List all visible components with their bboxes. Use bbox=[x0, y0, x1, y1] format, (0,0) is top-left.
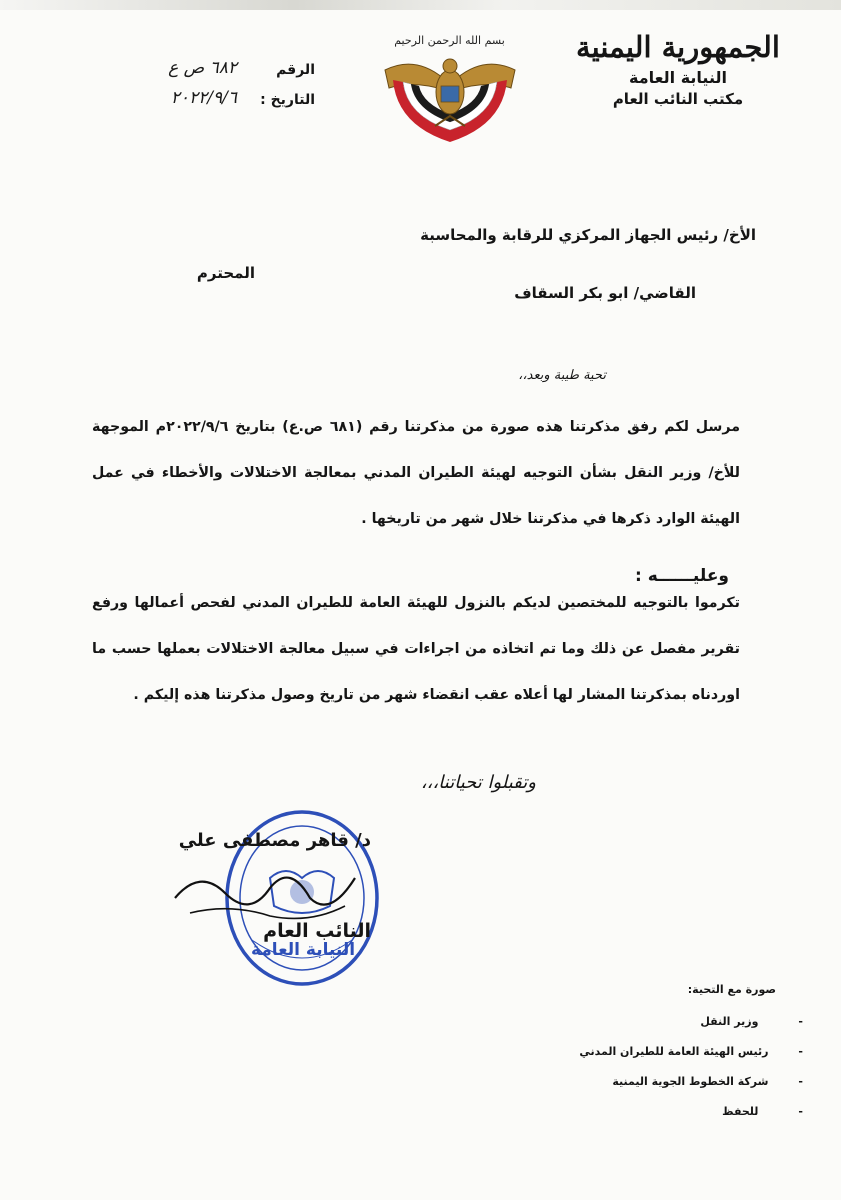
therefore-label: وعليــــــه : bbox=[635, 566, 729, 586]
recipient-line-1: الأخ/ رئيس الجهاز المركزي للرقابة والمحاسبة bbox=[420, 226, 756, 244]
handwritten-signature-icon bbox=[170, 858, 360, 928]
basmala: بسم الله الرحمن الرحيم bbox=[394, 34, 505, 47]
reference-block bbox=[55, 58, 315, 122]
list-item: -للحفظ bbox=[722, 1105, 803, 1118]
signatory-title: النائب العام bbox=[263, 920, 371, 942]
list-item: -رئيس الهيئة العامة للطيران المدني bbox=[579, 1045, 803, 1058]
list-item: -شركة الخطوط الجوية اليمنية bbox=[612, 1075, 803, 1088]
reference-number: ٦٨٢ ص ع bbox=[168, 58, 237, 78]
letterhead-right bbox=[573, 30, 783, 108]
signatory-name: د/ قاهر مصطفى علي bbox=[178, 830, 371, 851]
copy-recipient: للحفظ bbox=[722, 1105, 759, 1118]
stamp-text: النيابة العامة bbox=[250, 940, 356, 960]
recipient-line-2: القاضي/ ابو بكر السقاف bbox=[514, 284, 696, 302]
yemen-emblem-icon bbox=[375, 30, 525, 150]
closing-text: وتقبلوا تحياتنا،،، bbox=[420, 772, 536, 793]
scan-top-edge bbox=[0, 0, 841, 10]
bureau-name: مكتب النائب العام bbox=[612, 90, 744, 108]
copy-recipient: رئيس الهيئة العامة للطيران المدني bbox=[579, 1045, 769, 1058]
date-row bbox=[55, 88, 315, 122]
paragraph-2: تكرموا بالتوجيه للمختصين لديكم بالنزول للهيئة العامة للطيران المدني لفحص أعمالها ورفع تقرير مفصل عن ذلك وما تم اتخاذه من اجراءات في سبيل معالجة الاختلالات بعملها حسب ما اوردناه بمذكرتنا المشار لها أعلاه عقب انقضاء شهر من تاريخ وصول مذكرتنا هذه إليكم . bbox=[92, 595, 740, 703]
paragraph-1: مرسل لكم رفق مذكرتنا هذه صورة من مذكرتنا رقم (٦٨١ ص.ع) بتاريخ ٢٠٢٢/٩/٦م الموجهة للأخ/ وزير النقل بشأن التوجيه لهيئة الطيران المدني بمعالجة الاختلالات والأخطاء في عمل الهيئة الوارد ذكرها في مذكرتنا خلال شهر من تاريخها . bbox=[92, 419, 740, 527]
republic-name: الجمهورية اليمنية bbox=[576, 30, 780, 64]
copy-recipient: وزير النقل bbox=[700, 1015, 759, 1028]
greeting: تحية طيبة وبعد،، bbox=[518, 368, 606, 383]
date-label: التاريخ : bbox=[260, 92, 315, 108]
respect-label: المحترم bbox=[196, 264, 255, 282]
office-name: النيابة العامة bbox=[629, 68, 727, 87]
reference-label: الرقم bbox=[276, 62, 315, 78]
copies-list bbox=[523, 1015, 803, 1135]
copy-recipient: شركة الخطوط الجوية اليمنية bbox=[612, 1075, 769, 1088]
list-item: -وزير النقل bbox=[700, 1015, 803, 1028]
date-value: ٢٠٢٢/٩/٦ bbox=[170, 88, 237, 108]
copies-label: صورة مع التحية: bbox=[687, 983, 776, 996]
